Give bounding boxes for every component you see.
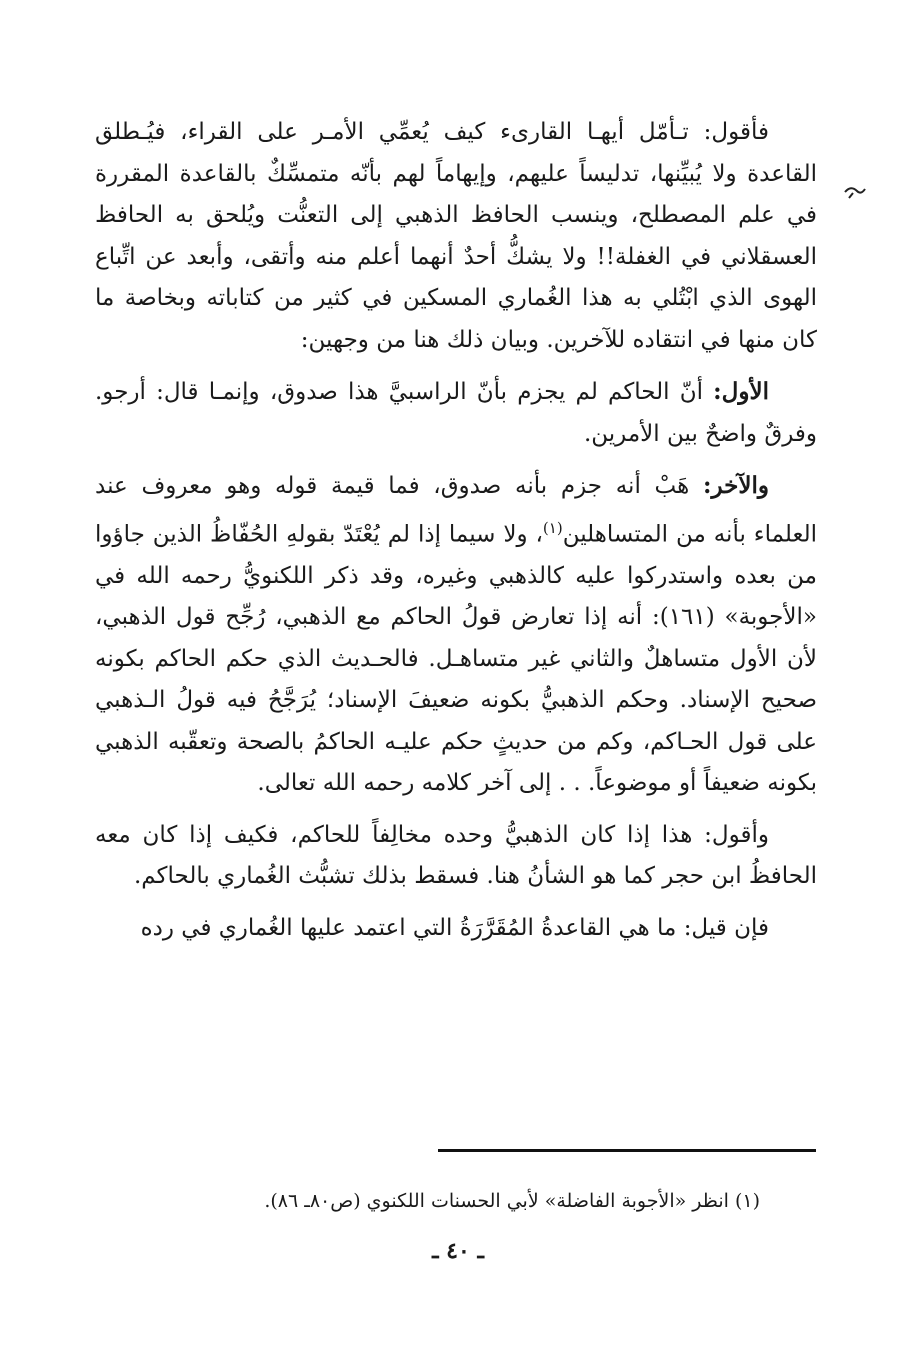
- page-number: ـ ٤٠ ـ: [432, 1238, 484, 1264]
- paragraph-4: [95, 815, 817, 898]
- footnote-reference: (١): [542, 518, 563, 537]
- paragraph-1-text: فأقول: تـأمّل أيهـا القارىء كيف يُعمِّي الأمـر على القراء، فيُـطلق القاعدة ولا يُبيِّنها، تدليساً عليهم، وإيهاماً لهم بأنّه متمسِّكٌ بالقاعدة المقررة في علم المصطلح، وينسب الحافظ الذهبي إلى التعنُّت ويُلحق به الحافظ العسقلاني في الغفلة!! ولا يشكُّ أحدٌ أنهما أعلم منه وأتقى، وأبعد عن اتِّباع الهوى الذي ابْتُلي به هذا الغُماري المسكين في كثير من كتاباته وبخاصة ما كان منها في انتقاده للآخرين. وبيان ذلك هنا من وجهين:: [95, 119, 817, 353]
- paragraph-3-text: ، ولا سيما إذا لم يُعْتَدّ بقولهِ الحُفّاظُ الذين جاؤوا من بعده واستدركوا عليه كالذهبي وغيره، وقد ذكر اللكنويُّ رحمه الله في «الأجوبة» (١٦١): أنه إذا تعارض قولُ الحاكم مع الذهبي، رُجِّح قول الذهبي، لأن الأول متساهلٌ والثاني غير متساهـل. فالحـديث الذي حكم الحاكم بكونه صحيح الإسناد. وحكم الذهبيُّ بكونه ضعيفَ الإسناد؛ يُرَجَّحُ فيه قولُ الـذهبي على قول الحـاكم، وكم من حديثٍ حكم عليـه الحاكمُ بالصحة وتعقّبه الذهبي بكونه ضعيفاً أو موضوعاً. . . إلى آخر كلامه رحمه الله تعالى.: [95, 521, 817, 797]
- paragraph-4-text: وأقول: هذا إذا كان الذهبيُّ وحده مخالِفاً للحاكم، فكيف إذا كان معه الحافظُ ابن حجر كما هو الشأنُ هنا. فسقط بذلك تشبُّث الغُماري بالحاكم.: [95, 821, 817, 890]
- paragraph-2-text: أنّ الحاكم لم يجزم بأنّ الراسبيَّ هذا صدوق، وإنمـا قال: أرجو. وفرقٌ واضحٌ بين الأمرين.: [95, 379, 817, 447]
- paragraph-5-text: فإن قيل: ما هي القاعدةُ المُقَرَّرَةُ التي اعتمد عليها الغُماري في رده: [140, 914, 769, 941]
- paragraph-3-text-before-ref: هَبْ أنه جزم بأنه صدوق، فما قيمة قوله وهو معروف عند العلماء بأنه من المتساهلين: [95, 473, 818, 548]
- footnote-separator: [438, 1149, 816, 1152]
- footnote: (١) انظر «الأجوبة الفاضلة» لأبي الحسنات اللكنوي (ص٨٠ـ ٨٦).: [264, 1190, 760, 1212]
- paragraph-3: [95, 465, 817, 805]
- paragraph-2-lead: الأول:: [713, 378, 769, 405]
- margin-mark-icon: [843, 183, 867, 201]
- paragraph-2: [95, 371, 817, 455]
- paragraph-3-lead: والآخر:: [702, 472, 769, 499]
- page-body: [95, 112, 817, 949]
- paragraph-1: [95, 112, 817, 361]
- paragraph-5: [95, 908, 817, 950]
